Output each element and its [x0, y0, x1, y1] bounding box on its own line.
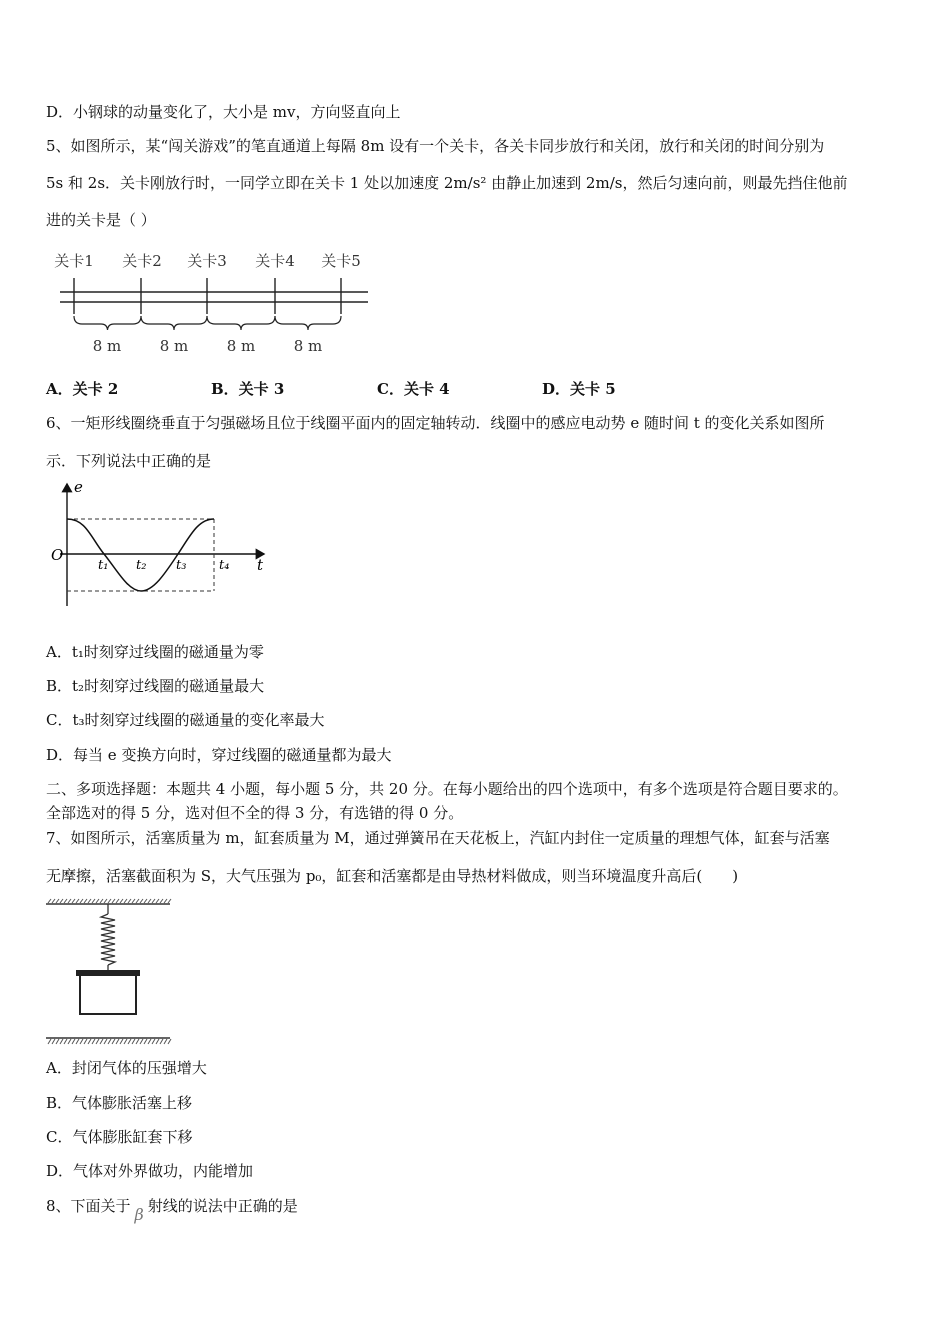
hatch-tick: [60, 899, 63, 903]
hatch-tick: [56, 1039, 59, 1044]
beta-symbol: β: [134, 1205, 144, 1224]
cylinder-sleeve: [80, 976, 136, 1014]
q6-stem-line-1: 6、一矩形线圈绕垂直于匀强磁场且位于线圈平面内的固定轴转动．线圈中的感应电动势 e 随时间 t 的变化关系如图所: [46, 414, 825, 432]
hatch-tick: [144, 899, 147, 903]
q6-option-d: D．每当 e 变换方向时，穿过线圈的磁通量都为最大: [46, 746, 392, 764]
hatch-tick: [152, 1039, 155, 1044]
section2-intro-line-1: 二、多项选择题：本题共 4 小题，每小题 5 分，共 20 分。在每小题给出的四个选项中，有多个选项是符合题目要求的。: [46, 780, 848, 798]
q5-option-c: C．关卡 4: [377, 380, 450, 398]
q6-option-a: A．t₁时刻穿过线圈的磁通量为零: [46, 643, 264, 661]
hatch-tick: [152, 899, 155, 903]
brace-2: [141, 316, 207, 330]
hatch-tick: [120, 1039, 123, 1044]
brace-3: [207, 316, 275, 330]
spacing-label-3: 8 m: [226, 337, 256, 355]
gate-label-4: 关卡4: [255, 252, 295, 270]
hatch-tick: [124, 899, 127, 903]
spacing-label-1: 8 m: [92, 337, 122, 355]
q8-stem-prefix: 8、下面关于: [46, 1197, 131, 1215]
hatch-tick: [60, 1039, 63, 1044]
hatch-tick: [96, 1039, 99, 1044]
q8-stem: [46, 1196, 298, 1224]
hatch-tick: [88, 1039, 91, 1044]
hatch-tick: [148, 899, 151, 903]
hatch-tick: [156, 899, 159, 903]
graph-x-label: t: [257, 556, 264, 574]
hatch-tick: [48, 1039, 51, 1044]
q5-stem-line-3: 进的关卡是（ ）: [46, 211, 156, 229]
hatch-tick: [52, 1039, 55, 1044]
q7-option-b: B．气体膨胀活塞上移: [46, 1094, 193, 1112]
hatch-tick: [140, 1039, 143, 1044]
floor-hatching: [46, 1038, 171, 1044]
hatch-tick: [140, 899, 143, 903]
hatch-tick: [164, 1039, 167, 1044]
hatch-tick: [88, 899, 91, 903]
gate-label-1: 关卡1: [54, 252, 94, 270]
hatch-tick: [100, 1039, 103, 1044]
spacing-label-4: 8 m: [293, 337, 323, 355]
q5-stem-line-1: 5、如图所示，某“闯关游戏”的笔直通道上每隔 8m 设有一个关卡，各关卡同步放行和关闭，放行和关闭的时间分别为: [46, 137, 825, 155]
hatch-tick: [100, 899, 103, 903]
q5-option-d: D．关卡 5: [542, 380, 616, 398]
hatch-tick: [164, 899, 167, 903]
hatch-tick: [120, 899, 123, 903]
q7-cylinder-figure: [46, 896, 174, 1048]
q5-gates-figure: [46, 246, 376, 358]
hatch-tick: [124, 1039, 127, 1044]
hatch-tick: [68, 1039, 71, 1044]
q7-option-a: A．封闭气体的压强增大: [46, 1059, 207, 1077]
hatch-tick: [168, 899, 171, 903]
q4-option-d: D．小钢球的动量变化了，大小是 mv，方向竖直向上: [46, 103, 401, 121]
q7-option-d: D．气体对外界做功，内能增加: [46, 1162, 254, 1180]
hatch-tick: [108, 899, 111, 903]
hatch-tick: [56, 899, 59, 903]
spacing-label-2: 8 m: [159, 337, 189, 355]
hatch-tick: [112, 1039, 115, 1044]
hatch-tick: [104, 1039, 107, 1044]
piston: [76, 970, 140, 976]
hatch-tick: [92, 899, 95, 903]
q6-option-c: C．t₃时刻穿过线圈的磁通量的变化率最大: [46, 711, 325, 729]
hatch-tick: [160, 899, 163, 903]
q5-stem-line-2: 5s 和 2s．关卡刚放行时，一同学立即在关卡 1 处以加速度 2m/s² 由静止加速到 2m/s，然后匀速向前，则最先挡住他前: [46, 174, 848, 192]
graph-tick-t1: t₁: [98, 558, 109, 573]
hatch-tick: [112, 899, 115, 903]
gate-label-2: 关卡2: [122, 252, 162, 270]
hatch-tick: [156, 1039, 159, 1044]
hatch-tick: [144, 1039, 147, 1044]
section2-intro-line-2: 全部选对的得 5 分，选对但不全的得 3 分，有选错的得 0 分。: [46, 804, 464, 822]
brace-1: [74, 316, 141, 330]
graph-y-label: e: [74, 478, 83, 496]
gate-label-5: 关卡5: [321, 252, 361, 270]
hatch-tick: [136, 899, 139, 903]
hatch-tick: [136, 1039, 139, 1044]
hatch-tick: [132, 1039, 135, 1044]
q5-option-a: A．关卡 2: [46, 380, 119, 398]
hatch-tick: [116, 899, 119, 903]
hatch-tick: [52, 899, 55, 903]
hatch-tick: [72, 899, 75, 903]
hatch-tick: [48, 899, 51, 903]
q7-stem-line-1: 7、如图所示，活塞质量为 m，缸套质量为 M，通过弹簧吊在天花板上，汽缸内封住一定质量的理想气体，缸套与活塞: [46, 829, 830, 847]
hatch-tick: [80, 1039, 83, 1044]
graph-tick-t2: t₂: [136, 558, 147, 573]
hatch-tick: [96, 899, 99, 903]
hatch-tick: [64, 899, 67, 903]
hatch-tick: [148, 1039, 151, 1044]
hatch-tick: [160, 1039, 163, 1044]
q6-emf-graph: [46, 478, 276, 610]
spring-coil: [101, 904, 115, 970]
hatch-tick: [68, 899, 71, 903]
q5-option-b: B．关卡 3: [211, 380, 285, 398]
hatch-tick: [76, 1039, 79, 1044]
hatch-tick: [76, 899, 79, 903]
q8-stem-suffix: 射线的说法中正确的是: [147, 1197, 298, 1215]
ceiling-hatching: [46, 899, 171, 904]
hatch-tick: [132, 899, 135, 903]
hatch-tick: [108, 1039, 111, 1044]
gate-label-3: 关卡3: [187, 252, 227, 270]
hatch-tick: [64, 1039, 67, 1044]
hatch-tick: [84, 899, 87, 903]
hatch-tick: [80, 899, 83, 903]
graph-tick-t3: t₃: [176, 558, 187, 573]
hatch-tick: [84, 1039, 87, 1044]
q6-stem-line-2: 示．下列说法中正确的是: [46, 452, 212, 470]
hatch-tick: [72, 1039, 75, 1044]
hatch-tick: [128, 1039, 131, 1044]
hatch-tick: [116, 1039, 119, 1044]
graph-origin-label: O: [51, 546, 64, 564]
hatch-tick: [104, 899, 107, 903]
q7-option-c: C．气体膨胀缸套下移: [46, 1128, 193, 1146]
hatch-tick: [128, 899, 131, 903]
brace-4: [275, 316, 341, 330]
graph-tick-t4: t₄: [219, 558, 230, 573]
q7-stem-line-2: 无摩擦，活塞截面积为 S，大气压强为 p₀，缸套和活塞都是由导热材料做成，则当环境温度升高后( ): [46, 867, 739, 885]
hatch-tick: [92, 1039, 95, 1044]
graph-emf-curve: [67, 519, 214, 591]
hatch-tick: [168, 1039, 171, 1044]
q6-option-b: B．t₂时刻穿过线圈的磁通量最大: [46, 677, 265, 695]
